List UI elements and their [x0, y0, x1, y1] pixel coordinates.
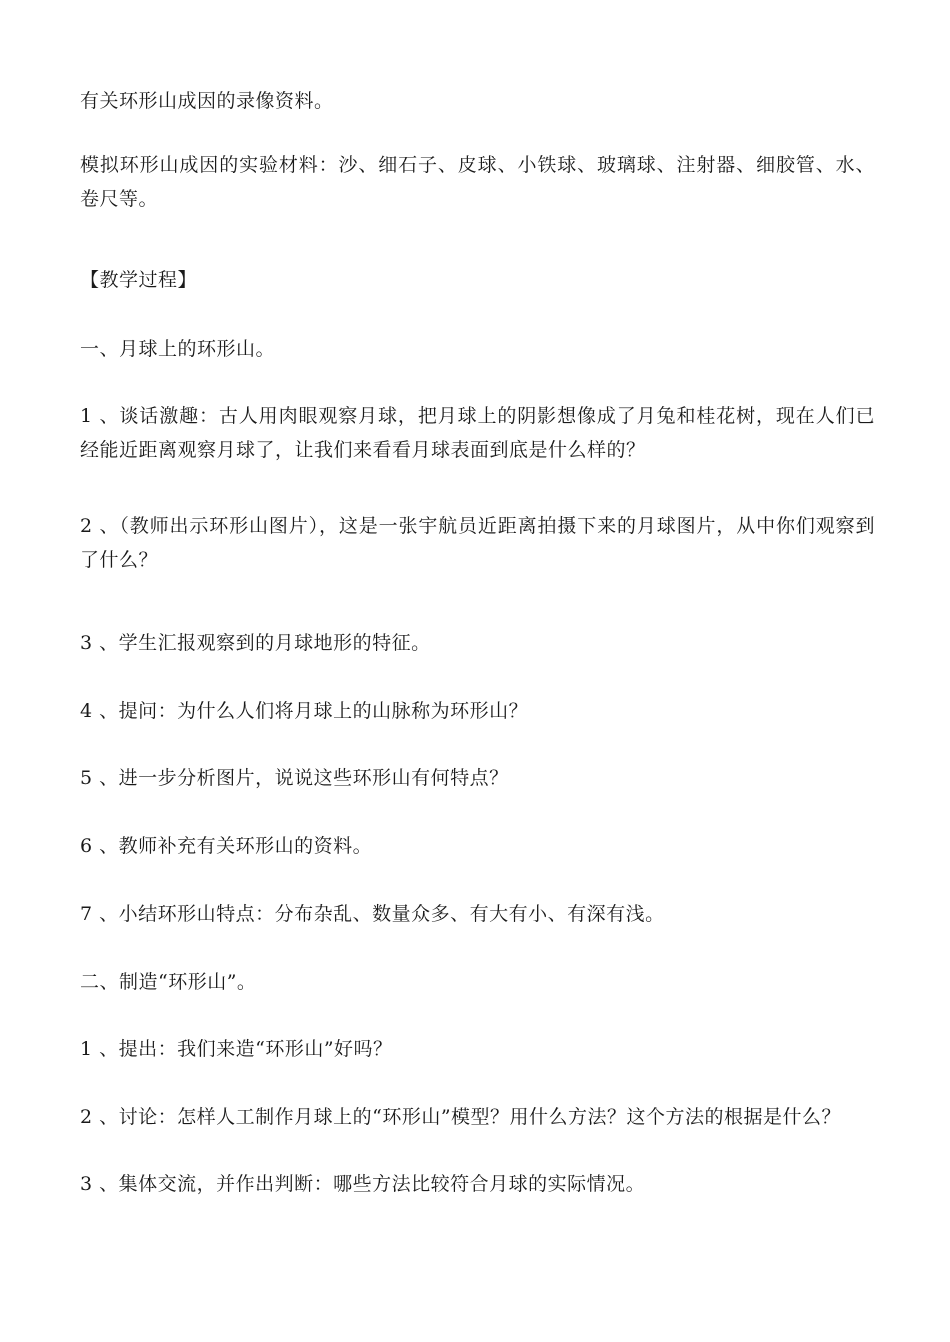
paragraph-step-2-2: 2 、讨论：怎样人工制作月球上的“环形山”模型？用什么方法？这个方法的根据是什么？	[80, 1106, 842, 1128]
paragraph-materials-video: 有关环形山成因的录像资料。	[80, 90, 334, 112]
paragraph-step-1-4: 4 、提问：为什么人们将月球上的山脉称为环形山？	[80, 700, 529, 722]
paragraph-step-1-3: 3 、学生汇报观察到的月球地形的特征。	[80, 632, 431, 654]
paragraph-step-1-7: 7 、小结环形山特点：分布杂乱、数量众多、有大有小、有深有浅。	[80, 903, 665, 925]
paragraph-step-2-3: 3 、集体交流，并作出判断：哪些方法比较符合月球的实际情况。	[80, 1173, 646, 1195]
paragraph-step-1-2: 2 、（教师出示环形山图片），这是一张宇航员近距离拍摄下来的月球图片，从中你们观察到了什么？	[80, 515, 875, 572]
section-heading-part-two: 二、制造“环形山”。	[80, 971, 257, 993]
section-heading-teaching-process: 【教学过程】	[80, 269, 198, 291]
paragraph-step-1-6: 6 、教师补充有关环形山的资料。	[80, 835, 373, 857]
paragraph-materials-experiment: 模拟环形山成因的实验材料：沙、细石子、皮球、小铁球、玻璃球、注射器、细胶管、水、卷尺等。	[80, 154, 875, 211]
paragraph-step-2-1: 1 、提出：我们来造“环形山”好吗？	[80, 1038, 393, 1060]
section-heading-part-one: 一、月球上的环形山。	[80, 338, 276, 360]
paragraph-step-1-1: 1 、谈话激趣：古人用肉眼观察月球，把月球上的阴影想像成了月兔和桂花树，现在人们已经能近距离观察月球了，让我们来看看月球表面到底是什么样的？	[80, 405, 875, 462]
paragraph-step-1-5: 5 、进一步分析图片，说说这些环形山有何特点？	[80, 767, 509, 789]
